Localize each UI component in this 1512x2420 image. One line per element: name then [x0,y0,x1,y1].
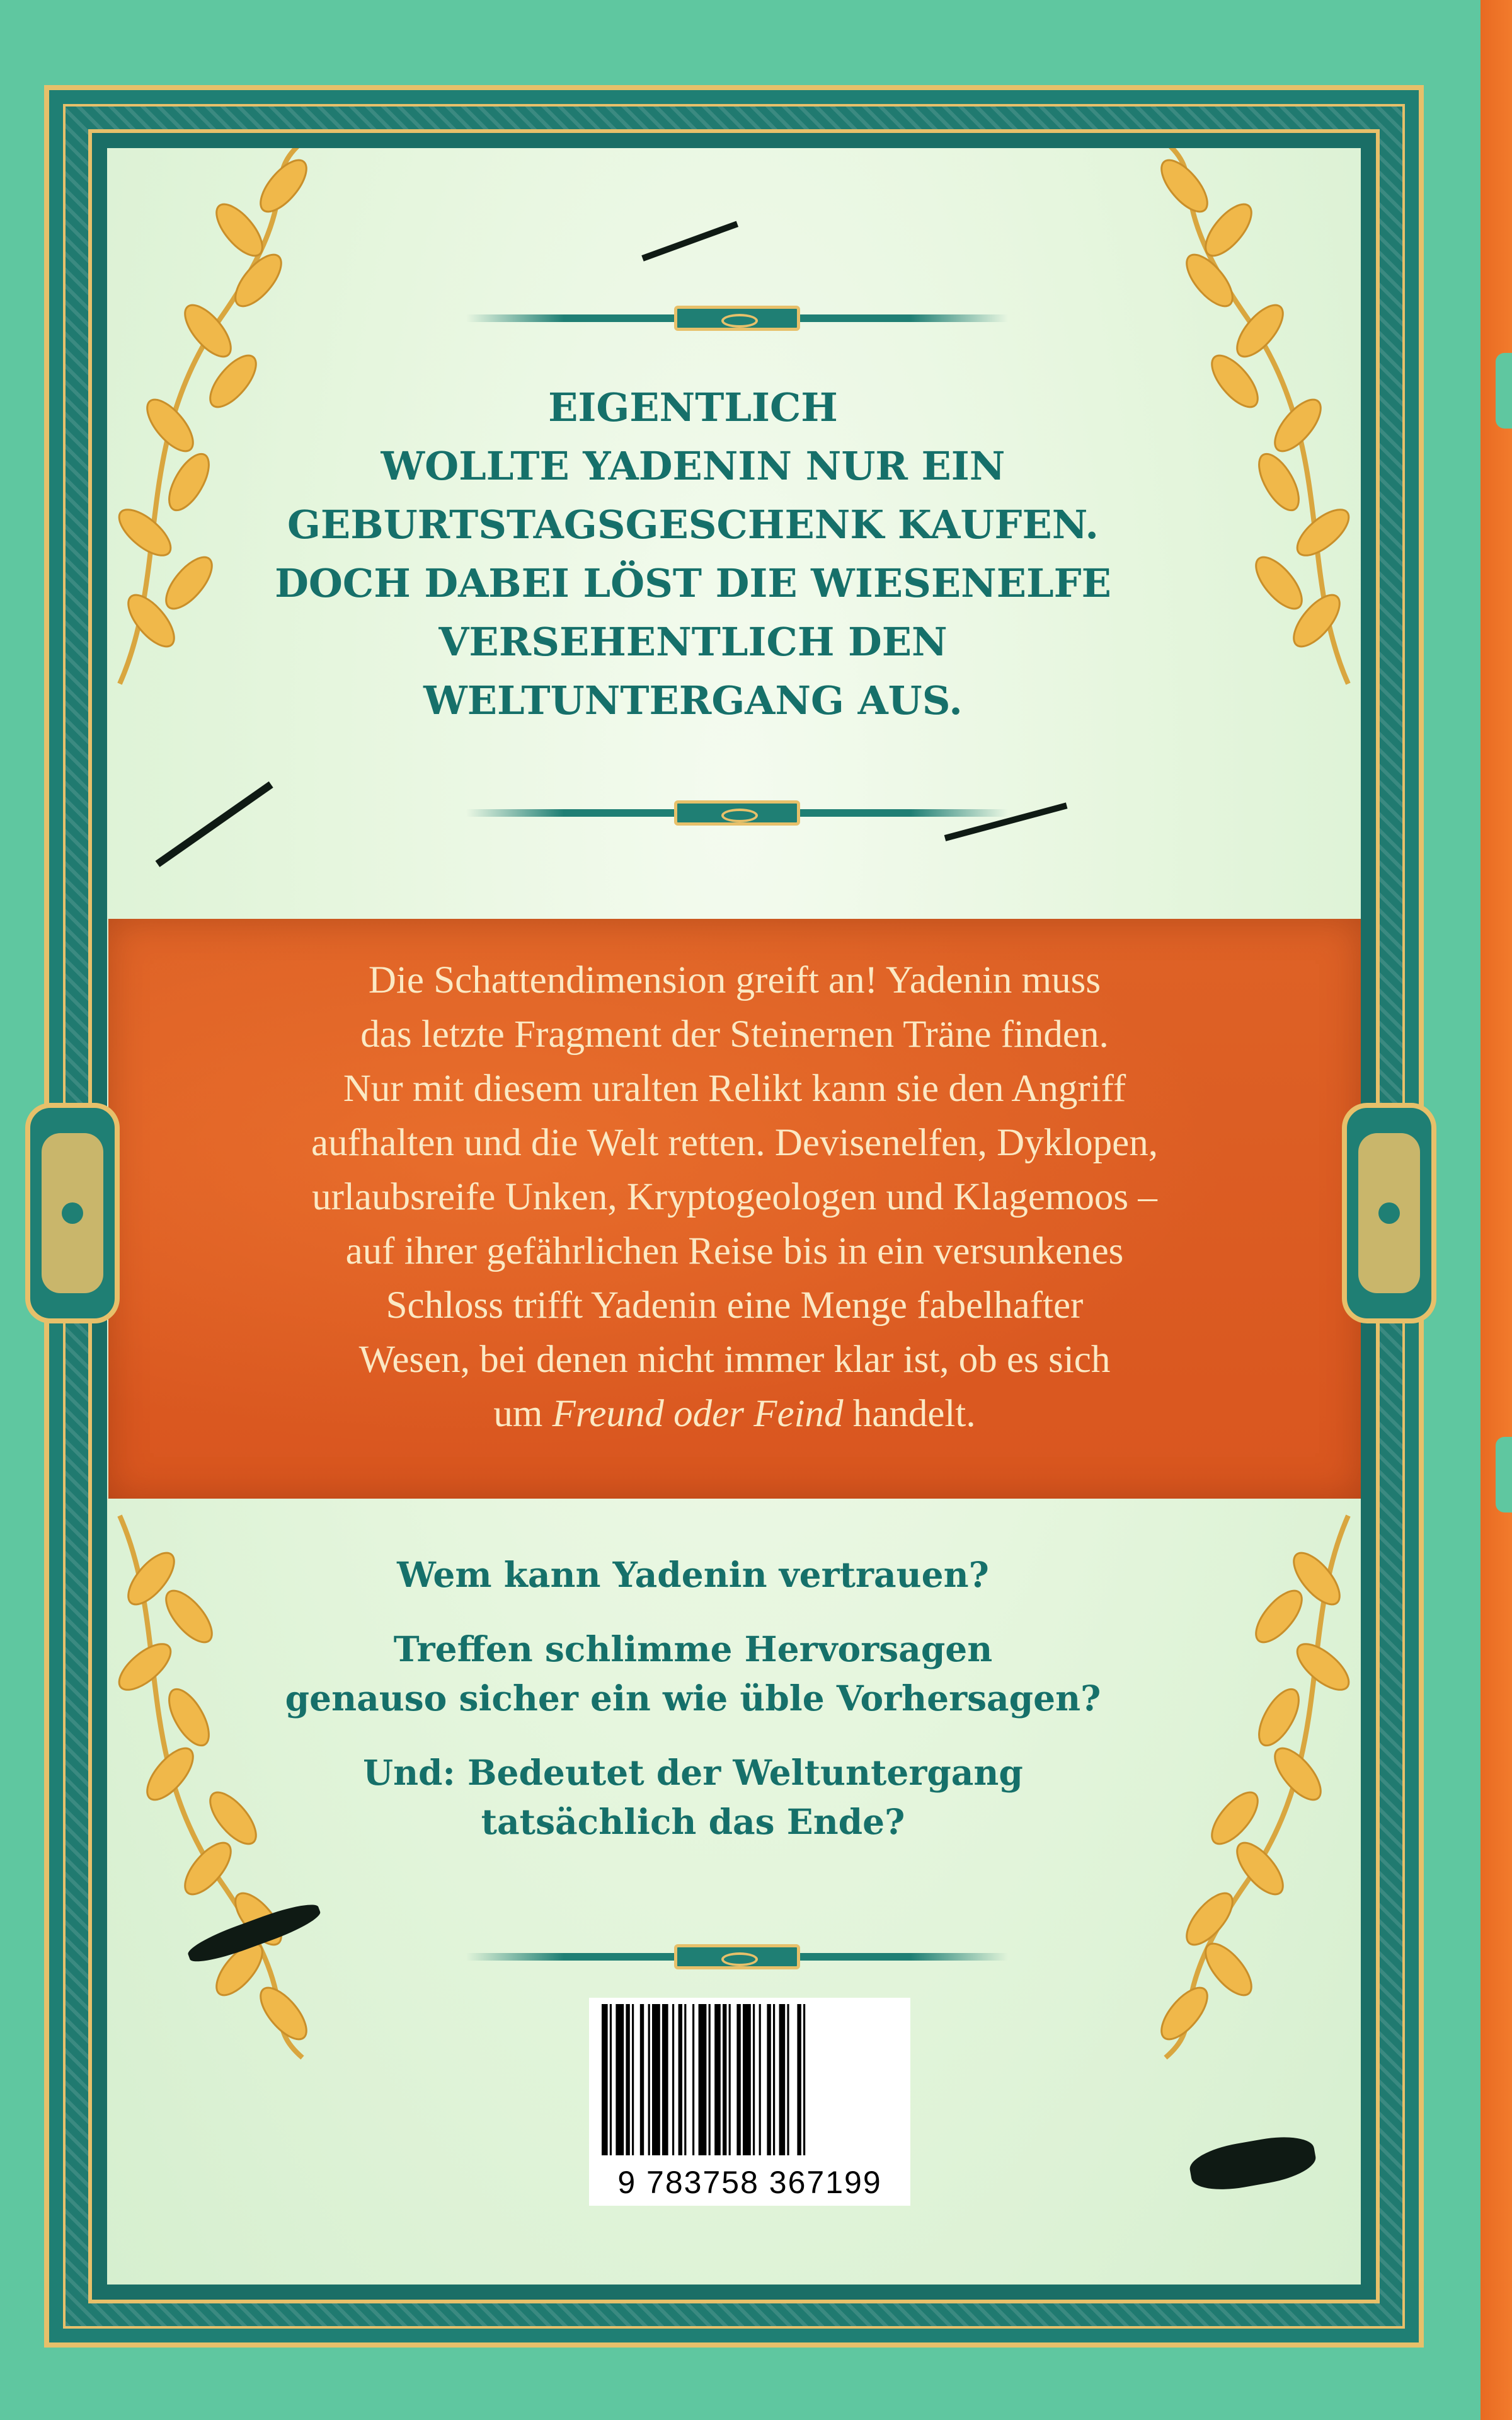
isbn-barcode [589,1998,910,2206]
question-line: genauso sicher ein wie üble Vorhersagen? [285,1678,1101,1719]
question-block [158,1748,1228,1847]
blurb-line: das letzte Fragment der Steinernen Träne finden. [360,1013,1109,1056]
spine-notch [1496,353,1512,429]
headline-tagline [158,378,1228,730]
divider-ornament [466,1944,1008,1969]
crack-mark [156,781,273,867]
teaser-questions [158,1550,1228,1872]
headline-line: VERSEHENTLICH DEN [438,619,948,665]
barcode-bars-icon [602,2004,898,2155]
question-block [158,1625,1228,1723]
side-medallion-icon [1342,1103,1436,1323]
headline-line: WELTUNTERGANG AUS. [423,677,963,723]
side-medallion-icon [25,1103,120,1323]
divider-gem-icon [674,800,800,826]
crack-mark [641,221,738,262]
question-line: Und: Bedeutet der Weltuntergang [363,1752,1023,1793]
blurb-line: Die Schattendimension greift an! Yadenin muss [368,959,1101,1001]
blurb-emphasis: Freund oder Feind [552,1393,844,1435]
blurb-text-after: handelt. [843,1393,976,1435]
blurb-line: aufhalten und die Welt retten. Devisenelfen, Dyklopen, [311,1122,1158,1164]
divider-gem-icon [674,1944,800,1969]
headline-line: DOCH DABEI LÖST DIE WIESENELFE [275,560,1111,606]
spine-notch [1496,1437,1512,1512]
divider-ornament [466,306,1008,331]
spine-strip [1480,0,1512,2420]
divider-gem-icon [674,306,800,331]
blurb-line-last [108,1387,1361,1441]
blurb-line: urlaubsreife Unken, Kryptogeologen und Klagemoos – [312,1176,1157,1218]
question-line: Treffen schlimme Hervorsagen [393,1628,993,1669]
blurb-line: Schloss trifft Yadenin eine Menge fabelhafter [386,1284,1084,1327]
question-line: tatsächlich das Ende? [481,1801,905,1842]
blurb-line: Nur mit diesem uralten Relikt kann sie den Angriff [343,1068,1126,1110]
blurb-text [108,954,1361,1441]
blurb-text-before: um [493,1393,553,1435]
blurb-line: Wesen, bei denen nicht immer klar ist, ob es sich [358,1339,1111,1381]
question-block [158,1550,1228,1599]
divider-ornament [466,800,1008,826]
crack-mark [1187,2131,1319,2196]
barcode-digits: 9 783758 367199 [617,2165,882,2200]
headline-line: EIGENTLICH [548,384,838,430]
blurb-line: auf ihrer gefährlichen Reise bis in ein versunkenes [345,1230,1124,1272]
question-line: Wem kann Yadenin vertrauen? [397,1554,989,1595]
headline-line: GEBURTSTAGSGESCHENK KAUFEN. [287,502,1099,548]
blurb-band [108,919,1361,1499]
headline-line: WOLLTE YADENIN NUR EIN [381,443,1005,489]
